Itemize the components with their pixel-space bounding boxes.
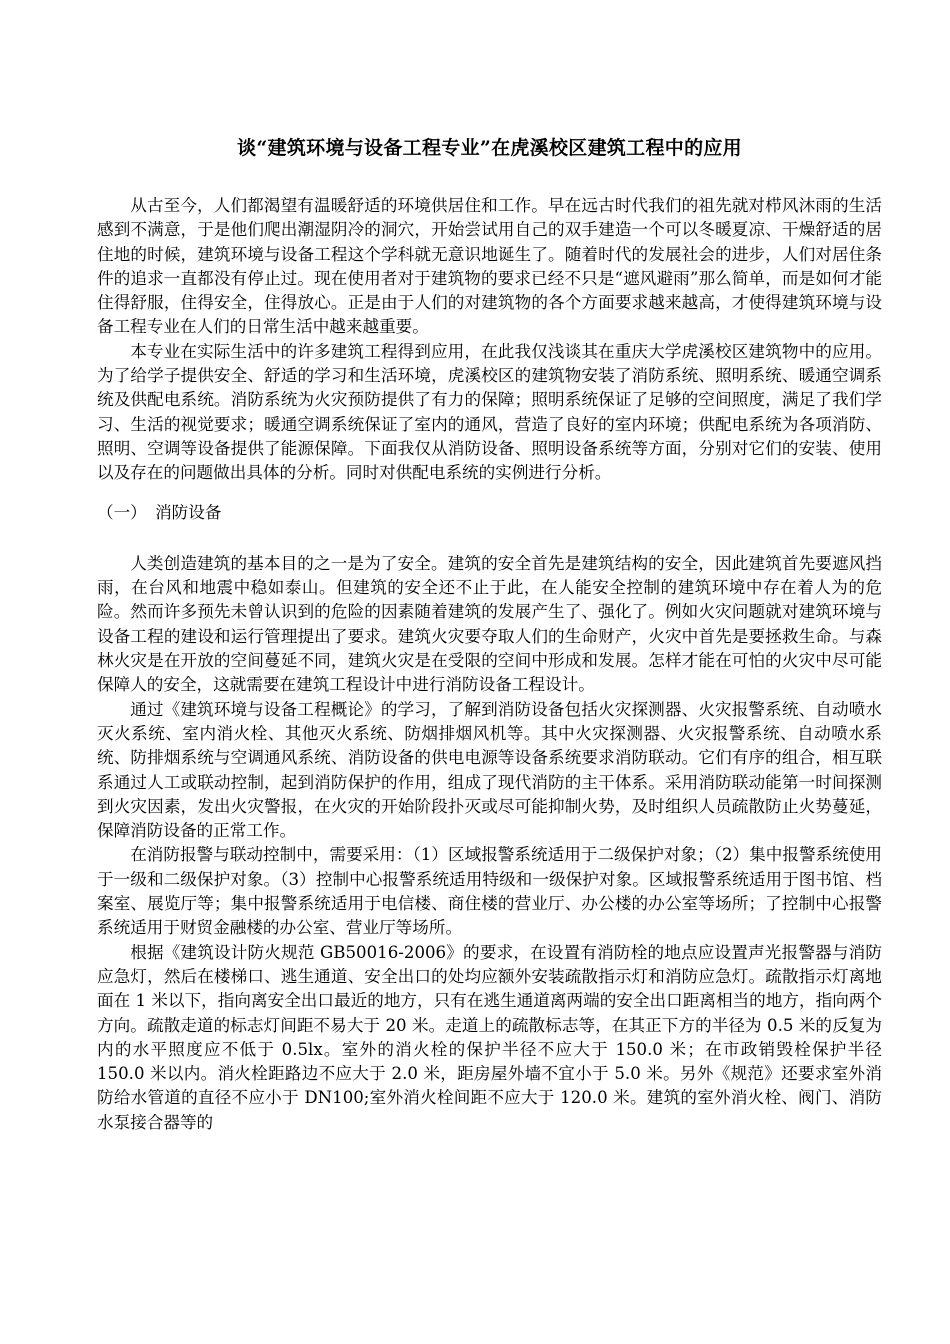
section-1-paragraph-1: 人类创造建筑的基本目的之一是为了安全。建筑的安全首先是建筑结构的安全，因此建筑首先要遮风挡雨，在台风和地震中稳如泰山。但建筑的安全还不止于此，在人能安全控制的建筑环境中存在着人为的危险。然而许多预先未曾认识到的危险的因素随着建筑的发展产生了、强化了。例如火灾问题就对建筑环境与设备工程的建设和运行管理提出了要求。建筑火灾要夺取人们的生命财产，火灾中首先是要拯救生命。与森林火灾是在开放的空间蔓延不同，建筑火灾是在受限的空间中形成和发展。怎样才能在可怕的火灾中尽可能保障人的安全，这就需要在建筑工程设计中进行消防设备工程设计。	[97, 553, 882, 695]
section-1-paragraph-2: 通过《建筑环境与设备工程概论》的学习，了解到消防设备包括火灾探测器、火灾报警系统、自动喷水灭火系统、室内消火栓、其他灭火系统、防烟排烟风机等。其中火灾探测器、火灾报警系统、自动喷水系统、防排烟系统与空调通风系统、消防设备的供电电源等设备系统要求消防联动。它们有序的组合，相互联系通过人工或联动控制，起到消防保护的作用，组成了现代消防的主干体系。采用消防联动能第一时间探测到火灾因素，发出火灾警报，在火灾的开始阶段扑灭或尽可能抑制火势，及时组织人员疏散防止火势蔓延，保障消防设备的正常工作。	[97, 699, 882, 841]
section-1-paragraph-3: 在消防报警与联动控制中，需要采用：（1）区域报警系统适用于二级保护对象；（2）集中报警系统使用于一级和二级保护对象。（3）控制中心报警系统适用特级和一级保护对象。区域报警系统适用于图书馆、档案室、展览厅等；集中报警系统适用于电信楼、商住楼的营业厅、办公楼的办公室等场所；了控制中心报警系统适用于财贸金融楼的办公室、营业厅等场所。	[97, 845, 882, 938]
section-1-paragraph-4: 根据《建筑设计防火规范 GB50016-2006》的要求，在设置有消防栓的地点应设置声光报警器与消防应急灯，然后在楼梯口、逃生通道、安全出口的处均应额外安装疏散指示灯和消防应急灯。疏散指示灯离地面在 1 米以下，指向离安全出口最近的地方，只有在逃生通道离两端的安全出口距离相当的地方，指向两个方向。疏散走道的标志灯间距不易大于 20 米。走道上的疏散标志等，在其正下方的半径为 0.5 米的反复为内的水平照度应不低于 0.5lx。室外的消火栓的保护半径不应大于 150.0 米；在市政销毁栓保护半径 150.0 米以内。消火栓距路边不应大于 2.0 米，距房屋外墙不宜小于 5.0 米。另外《规范》还要求室外消防给水管道的直径不应小于 DN100;室外消火栓间距不应大于 120.0 米。建筑的室外消火栓、阀门、消防水泵接合器等的	[97, 942, 882, 1132]
intro-paragraph-2: 本专业在实际生活中的许多建筑工程得到应用，在此我仅浅谈其在重庆大学虎溪校区建筑物中的应用。为了给学子提供安全、舒适的学习和生活环境，虎溪校区的建筑物安装了消防系统、照明系统、暖通空调系统及供配电系统。消防系统为火灾预防提供了有力的保障；照明系统保证了足够的空间照度，满足了我们学习、生活的视觉要求；暖通空调系统保证了室内的通风，营造了良好的室内环境；供配电系统为各项消防、照明、空调等设备提供了能源保障。下面我仅从消防设备、照明设备系统等方面，分别对它们的安装、使用以及存在的问题做出具体的分析。同时对供配电系统的实例进行分析。	[97, 341, 882, 483]
document-title: 谈“建筑环境与设备工程专业”在虎溪校区建筑工程中的应用	[237, 137, 742, 159]
section-heading-fire-equipment: （一） 消防设备	[97, 502, 222, 522]
intro-paragraph-1: 从古至今，人们都渴望有温暖舒适的环境供居住和工作。早在远古时代我们的祖先就对栉风沐雨的生活感到不满意，于是他们爬出潮湿阴冷的洞穴，开始尝试用自己的双手建造一个可以冬暖夏凉、干燥舒适的居住地的时候，建筑环境与设备工程这个学科就无意识地诞生了。随着时代的发展社会的进步，人们对居住条件的追求一直都没有停止过。现在使用者对于建筑物的要求已经不只是“遮风避雨”那么简单，而是如何才能住得舒服，住得安全，住得放心。正是由于人们的对建筑物的各个方面要求越来越高，才使得建筑环境与设备工程专业在人们的日常生活中越来越重要。	[97, 196, 882, 337]
